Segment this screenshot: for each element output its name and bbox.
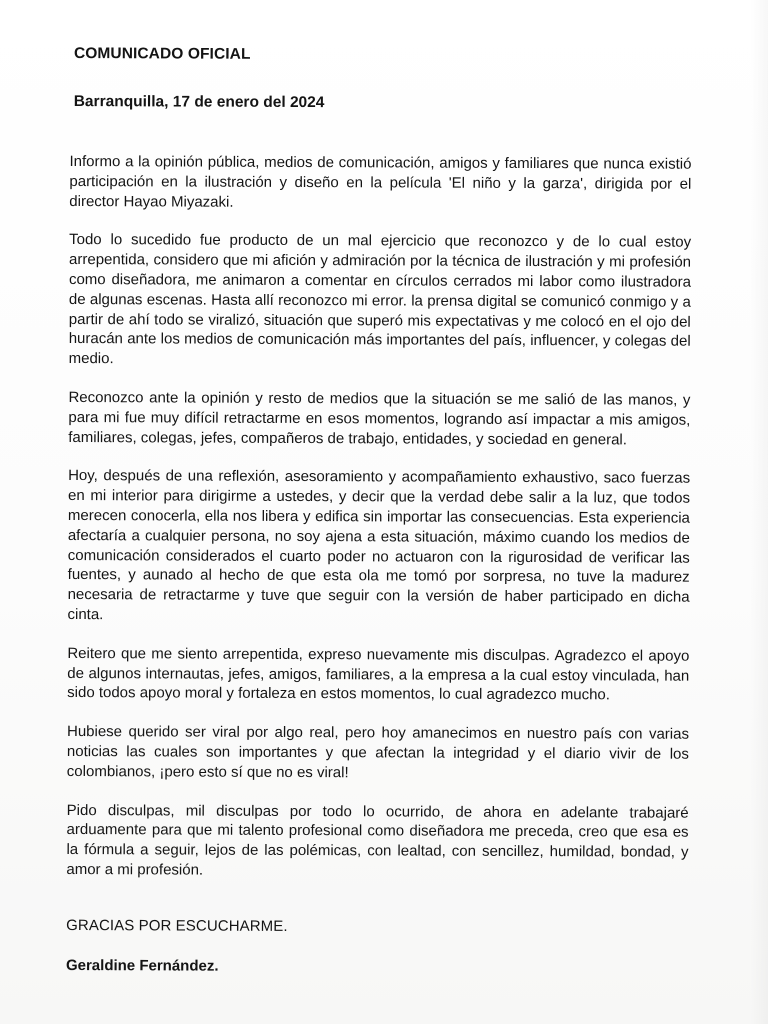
document-body	[66, 44, 692, 978]
paragraph-2: Todo lo sucedido fue producto de un mal ejercicio que reconozco y de lo cual estoy arrepentida, considero que mi afición y admiración por la técnica de ilustración y mi profesión como diseñadora, me animaron a comentar en círculos cerrados mi labor como ilustradora de algunas escenas. Hasta allí reconozco mi error. la prensa digital se comunicó conmigo y a partir de ahí todo se viralizó, situación que superó mis expectativas y me colocó en el ojo del huracán ante los medios de comunicación más importantes del país, influencer, y colegas del medio.	[68, 231, 692, 368]
document-date: Barranquilla, 17 de enero del 2024	[73, 93, 325, 112]
signature: Geraldine Fernández.	[65, 956, 219, 975]
paragraph-6: Hubiese querido ser viral por algo real, pero hoy amanecimos en nuestro país con varias noticias las cuales son importantes y que afectan la integridad y el diario vivir de los colombianos, ¡pero esto sí que no es viral!	[66, 723, 690, 781]
paragraph-3: Reconozco ante la opinión y resto de medios que la situación se me salió de las manos, y para mi fue muy difícil retractarme en esos momentos, logrando así impactar a mis amigos, familiares, colegas, jefes, compañeros de trabajo, entidades, y sociedad en general.	[68, 388, 691, 448]
page-edge-shadow	[750, 0, 768, 1024]
closing-line: GRACIAS POR ESCUCHARME.	[66, 916, 288, 935]
paragraph-1: Informo a la opinión pública, medios de comunicación, amigos y familiares que nunca existió participación en la ilustración y diseño en la película 'El niño y la garza', dirigida por el director Hayao Miyazaki.	[69, 152, 692, 211]
document-title: COMUNICADO OFICIAL	[73, 45, 251, 63]
paragraph-4: Hoy, después de una reflexión, asesoramiento y acompañamiento exhaustivo, saco fuerzas en mi interior para dirigirme a ustedes, y decir que la verdad debe salir a la luz, que todos merecen conocerla, ella nos libera y edifica sin importar las consecuencias. Esta experiencia afectaría a cualquier persona, no soy ajena a esta situación, máximo cuando los medios de comunicación considerados el cuarto poder no actuaron con la rigurosidad de verificar las fuentes, y aunado al hecho de que esta ola me tomó por sorpresa, no tuve la madurez necesaria de retractarme y tuve que seguir con la versión de haber participado en dicha cinta.	[67, 467, 691, 624]
paragraph-7: Pido disculpas, mil disculpas por todo lo ocurrido, de ahora en adelante trabajaré arduamente para que mi talento profesional como diseñadora me preceda, creo que esa es la fórmula a seguir, lejos de las polémicas, con lealtad, con sencillez, humildad, bondad, y amor a mi profesión.	[66, 801, 689, 879]
paragraph-5: Reitero que me siento arrepentida, expreso nuevamente mis disculpas. Agradezco el apoyo de algunos internautas, jefes, amigos, familiares, a la empresa a la cual estoy vinculada, han sido todos apoyo moral y fortaleza en estos momentos, lo cual agradezco mucho.	[67, 644, 690, 704]
